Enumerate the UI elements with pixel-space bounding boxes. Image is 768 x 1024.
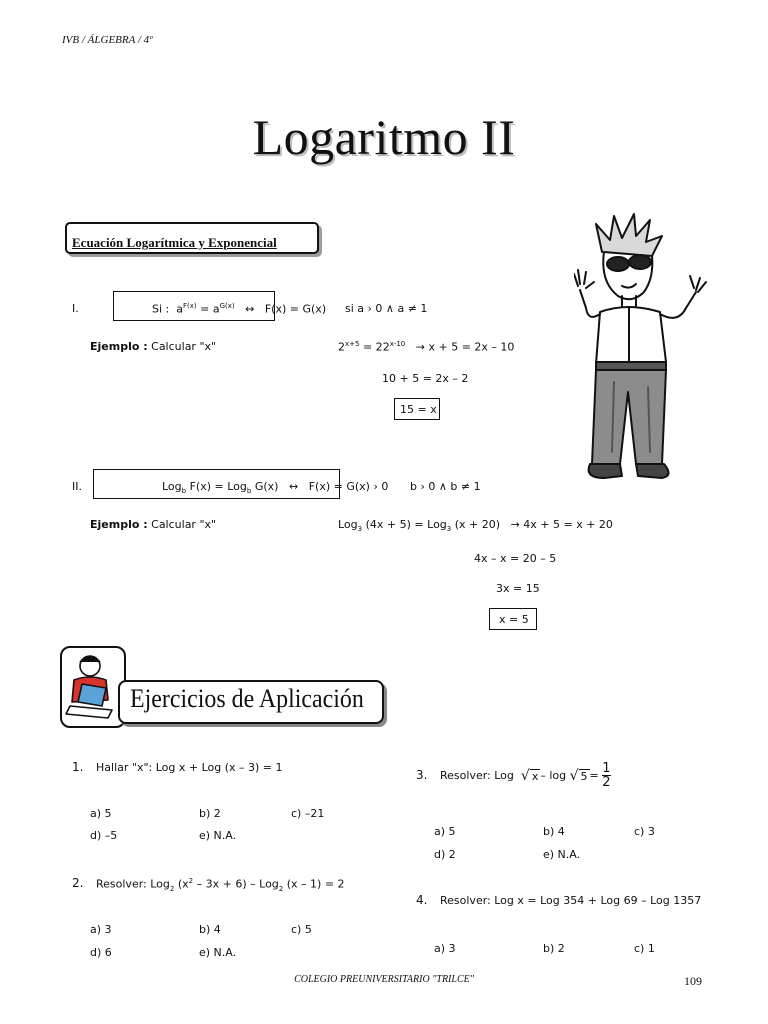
rule1-numeral: I. <box>72 302 79 315</box>
exercise4-number: 4. <box>416 893 428 907</box>
exercise2-option-c: c) 5 <box>291 923 312 936</box>
rule1-formula: Si : $a^{F(x)} = a^{G(x)}$ ↔ F(x) = G(x) <box>152 302 327 316</box>
radical-icon: √ <box>569 767 579 784</box>
reading-student-icon <box>62 650 120 722</box>
exercise1-text: Hallar "x": Log x + Log (x – 3) = 1 <box>96 761 283 774</box>
rule2-numeral: II. <box>72 480 82 493</box>
exercise3-number: 3. <box>416 768 428 782</box>
rule1-condition: si a › 0 ∧ a ≠ 1 <box>345 302 428 315</box>
exercises-title: Ejercicios de Aplicación <box>130 684 364 713</box>
example1-answer: 15 = x <box>400 403 437 416</box>
exercise1-option-b: b) 2 <box>199 807 221 820</box>
page-number: 109 <box>684 974 702 988</box>
cartoon-student-illustration <box>574 212 710 480</box>
exercise4-option-a: a) 3 <box>434 942 456 955</box>
radical-icon: √ <box>520 767 530 784</box>
exercise1-option-a: a) 5 <box>90 807 112 820</box>
exercise3-option-b: b) 4 <box>543 825 565 838</box>
exercise2-number: 2. <box>72 876 84 890</box>
exercise3-option-a: a) 5 <box>434 825 456 838</box>
fraction: $\frac{1}{2}$ <box>602 761 611 790</box>
running-head: IVB / ÁLGEBRA / 4º <box>62 34 153 46</box>
exercise2-option-d: d) 6 <box>90 946 112 959</box>
exercise3-text: Resolver: Log √ x – log √ 5 = $\frac{1}{2}$ <box>440 761 611 790</box>
exercise1-option-d: d) –5 <box>90 829 118 842</box>
example2-eq3: 3x = 15 <box>496 582 540 595</box>
rule2-formula: Log$_b$ F(x) = Log$_b$ G(x) ↔ F(x) = G(x) › 0 <box>162 480 389 496</box>
example2-answer: x = 5 <box>499 613 529 626</box>
exercise2-option-b: b) 4 <box>199 923 221 936</box>
section-heading: Ecuación Logarítmica y Exponencial <box>72 235 277 250</box>
footer-school: COLEGIO PREUNIVERSITARIO "TRILCE" <box>294 974 474 985</box>
page-title: Logaritmo II <box>252 109 516 165</box>
rule2-condition: b › 0 ∧ b ≠ 1 <box>410 480 481 493</box>
example1-eq1: $2^{x+5} = 22^{x-10}$ → x + 5 = 2x – 10 <box>338 340 515 354</box>
exercise2-text: Resolver: Log$_2$ $(x^2 - 3x + 6) - Log_2$ (x – 1) = 2 <box>96 877 345 893</box>
exercise4-text: Resolver: Log x = Log 354 + Log 69 – Log 1357 <box>440 894 702 907</box>
example2-line: Ejemplo : Calcular "x" <box>90 518 217 531</box>
exercise3-option-e: e) N.A. <box>543 848 581 861</box>
example1-eq2: 10 + 5 = 2x – 2 <box>382 372 469 385</box>
exercise2-option-a: a) 3 <box>90 923 112 936</box>
exercise4-option-c: c) 1 <box>634 942 655 955</box>
example2-eq2: 4x – x = 20 – 5 <box>474 552 557 565</box>
example2-eq1: Log$_3$ (4x + 5) = Log$_3$ (x + 20) → 4x + 5 = x + 20 <box>338 518 613 534</box>
example1-line: Ejemplo : Calcular "x" <box>90 340 217 353</box>
exercise2-option-e: e) N.A. <box>199 946 237 959</box>
exercise1-number: 1. <box>72 760 84 774</box>
exercise3-option-c: c) 3 <box>634 825 655 838</box>
exercise3-option-d: d) 2 <box>434 848 456 861</box>
exercise4-option-b: b) 2 <box>543 942 565 955</box>
exercise1-option-e: e) N.A. <box>199 829 237 842</box>
exercise1-option-c: c) –21 <box>291 807 325 820</box>
